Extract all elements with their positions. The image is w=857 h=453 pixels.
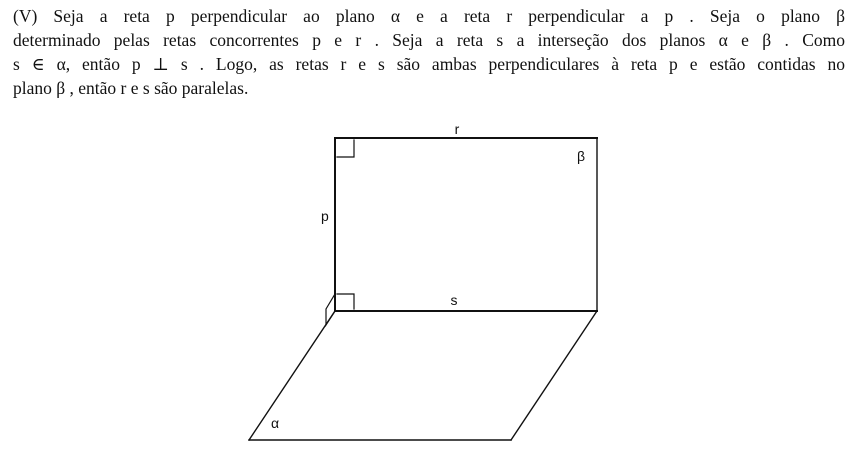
statement-line-2: determinado pelas retas concorrentes p e r . Seja a reta s a interseção dos planos α e β . Como: [13, 30, 845, 50]
right-angle-mark-bottom: [337, 294, 354, 309]
label-p: p: [321, 208, 329, 224]
label-beta: β: [577, 148, 586, 164]
label-alpha: α: [271, 415, 280, 431]
statement-line-3: s ∈ α, então p ⊥ s . Logo, as retas r e s são ambas perpendiculares à reta p e estão contidas no: [13, 54, 845, 74]
right-angle-mark-top: [337, 140, 354, 157]
right-angle-mark-plane: [326, 294, 335, 325]
label-s: s: [450, 292, 458, 308]
statement-line-1: (V) Seja a reta p perpendicular ao plano α e a reta r perpendicular a p . Seja o plano β: [13, 6, 845, 26]
plane-alpha-left-edge: [249, 311, 335, 440]
statement-line-4: plano β , então r e s são paralelas.: [13, 78, 249, 98]
plane-alpha-right-edge: [511, 311, 597, 440]
label-r: r: [454, 121, 460, 137]
